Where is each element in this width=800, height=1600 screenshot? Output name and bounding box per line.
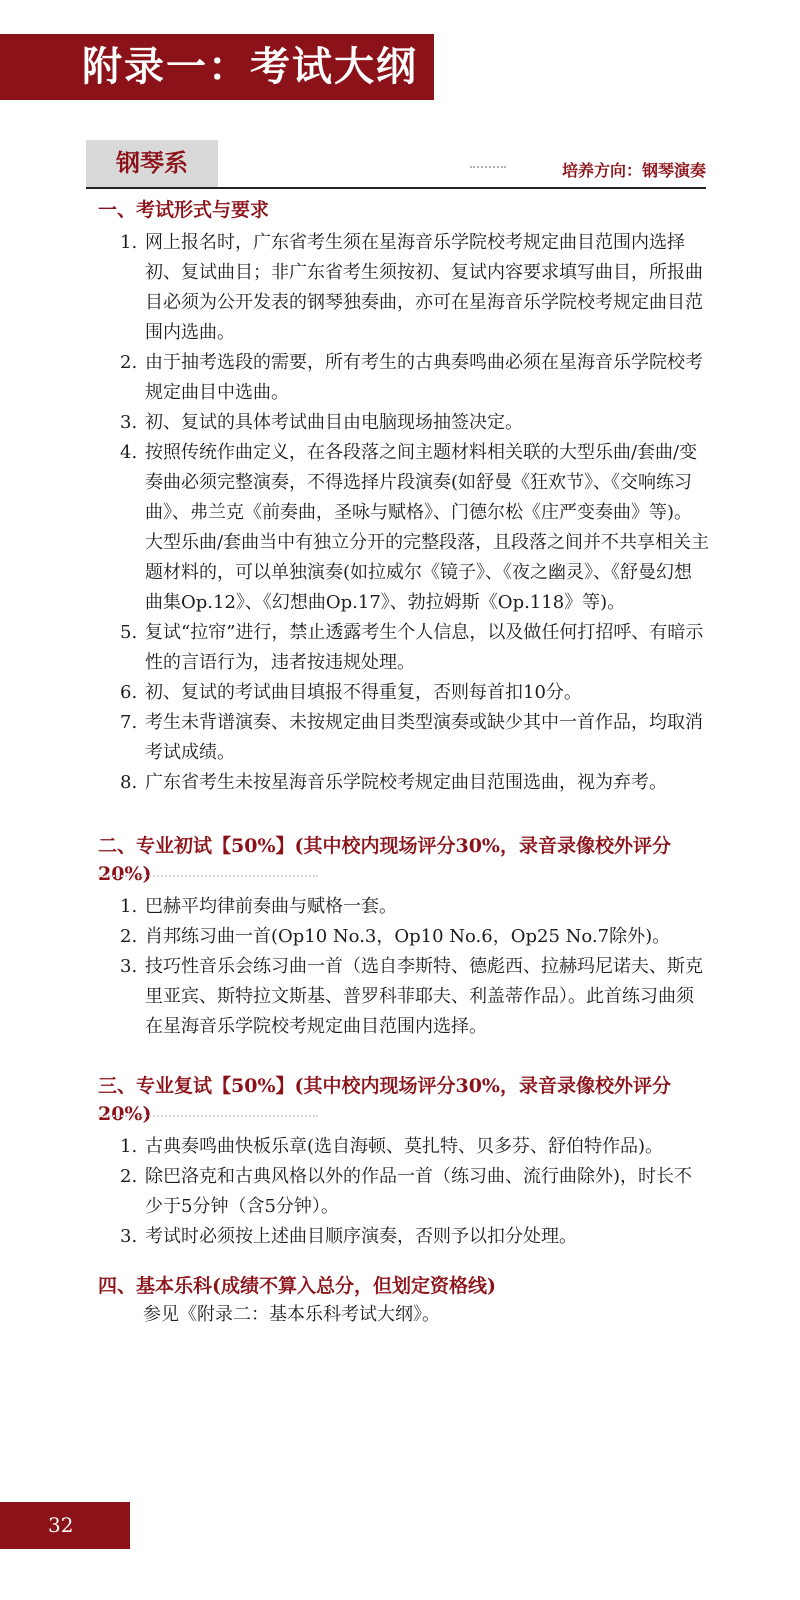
list-item <box>0 678 710 708</box>
item-number: 3. <box>120 956 138 977</box>
page-number-box <box>0 1502 130 1549</box>
item-text: 初、复试的考试曲目填报不得重复，否则每首扣10分。 <box>145 682 582 703</box>
training-direction: 培养方向：钢琴演奏 <box>561 161 706 180</box>
item-number: 3. <box>120 1226 138 1247</box>
appendix-title: 附录一：考试大纲 <box>82 44 418 90</box>
list-item <box>0 348 710 408</box>
item-text: 复试“拉帘”进行，禁止透露考生个人信息，以及做任何打招呼、有暗示性的言语行为，违者按违规处理。 <box>145 622 704 673</box>
item-number: 3. <box>120 412 138 433</box>
list-item <box>0 892 710 922</box>
section-heading-2-text: 二、专业初试【50%】(其中校内现场评分30%，录音录像校外评分20%) <box>98 835 671 885</box>
item-text: 巴赫平均律前奏曲与赋格一套。 <box>145 896 397 917</box>
list-item <box>0 1222 710 1252</box>
list-item <box>0 1162 710 1222</box>
section-heading-3-text: 三、专业复试【50%】(其中校内现场评分30%，录音录像校外评分20%) <box>98 1075 671 1125</box>
list-item <box>0 768 710 798</box>
decorative-dots <box>98 875 318 877</box>
item-text: 初、复试的具体考试曲目由电脑现场抽签决定。 <box>145 412 523 433</box>
item-text: 按照传统作曲定义，在各段落之间主题材料相关联的大型乐曲/套曲/变奏曲必须完整演奏，不得选择片段演奏(如舒曼《狂欢节》、《交响练习曲》、弗兰克《前奏曲，圣咏与赋格》、门德尔松《庄严变奏曲》等)。大型乐曲/套曲当中有独立分开的完整段落，且段落之间并不共享相关主题材料的，可以单独演奏(如拉威尔《镜子》、《夜之幽灵》、《舒曼幻想曲集Op.12》、《幻想曲Op.17》、勃拉姆斯《Op.118》等)。 <box>145 442 710 613</box>
page-number: 32 <box>48 1513 74 1537</box>
item-text: 除巴洛克和古典风格以外的作品一首（练习曲、流行曲除外)，时长不少于5分钟（含5分钟）。 <box>145 1166 693 1217</box>
list-item <box>0 922 710 952</box>
section-2-list <box>0 892 800 1042</box>
section-1-list <box>0 228 800 798</box>
section-3-list <box>0 1132 800 1252</box>
appendix-title-banner <box>0 34 434 100</box>
item-number: 1. <box>120 1136 138 1157</box>
item-number: 2. <box>120 1166 138 1187</box>
department-name: 钢琴系 <box>116 149 188 177</box>
section-4-note: 参见《附录二：基本乐科考试大纲》。 <box>143 1304 440 1325</box>
list-item <box>0 438 710 618</box>
decorative-dots <box>98 1115 318 1117</box>
item-number: 1. <box>120 896 138 917</box>
item-number: 2. <box>120 352 138 373</box>
list-item <box>0 708 710 768</box>
item-number: 7. <box>120 712 138 733</box>
list-item <box>0 228 710 348</box>
list-item <box>0 952 710 1042</box>
item-text: 考试时必须按上述曲目顺序演奏，否则予以扣分处理。 <box>145 1226 577 1247</box>
item-number: 4. <box>120 442 138 463</box>
item-text: 肖邦练习曲一首(Op10 No.3，Op10 No.6，Op25 No.7除外)。 <box>145 926 671 947</box>
item-text: 广东省考生未按星海音乐学院校考规定曲目范围选曲，视为弃考。 <box>145 772 667 793</box>
list-item <box>0 1132 710 1162</box>
list-item <box>0 618 710 678</box>
item-number: 1. <box>120 232 138 253</box>
section-heading-4: 四、基本乐科(成绩不算入总分，但划定资格线) <box>98 1275 496 1297</box>
item-text: 古典奏鸣曲快板乐章(选自海顿、莫扎特、贝多芬、舒伯特作品)。 <box>145 1136 664 1157</box>
header-divider <box>86 187 706 189</box>
list-item <box>0 408 710 438</box>
item-number: 5. <box>120 622 138 643</box>
item-text: 由于抽考选段的需要，所有考生的古典奏鸣曲必须在星海音乐学院校考规定曲目中选曲。 <box>145 352 703 403</box>
item-text: 考生未背谱演奏、未按规定曲目类型演奏或缺少其中一首作品，均取消考试成绩。 <box>145 712 703 763</box>
decorative-dots <box>470 166 506 168</box>
department-name-box <box>86 140 218 187</box>
syllabus-content <box>0 196 800 1330</box>
section-heading-2 <box>98 832 673 888</box>
section-heading-3 <box>98 1072 673 1128</box>
item-text: 网上报名时，广东省考生须在星海音乐学院校考规定曲目范围内选择初、复试曲目；非广东省考生须按初、复试内容要求填写曲目，所报曲目必须为公开发表的钢琴独奏曲，亦可在星海音乐学院校考规定曲目范围内选曲。 <box>145 232 703 343</box>
item-number: 8. <box>120 772 138 793</box>
item-number: 2. <box>120 926 138 947</box>
item-number: 6. <box>120 682 138 703</box>
section-heading-1: 一、考试形式与要求 <box>98 199 270 221</box>
item-text: 技巧性音乐会练习曲一首（选自李斯特、德彪西、拉赫玛尼诺夫、斯克里亚宾、斯特拉文斯基、普罗科菲耶夫、利盖蒂作品）。此首练习曲须在星海音乐学院校考规定曲目范围内选择。 <box>145 956 703 1037</box>
